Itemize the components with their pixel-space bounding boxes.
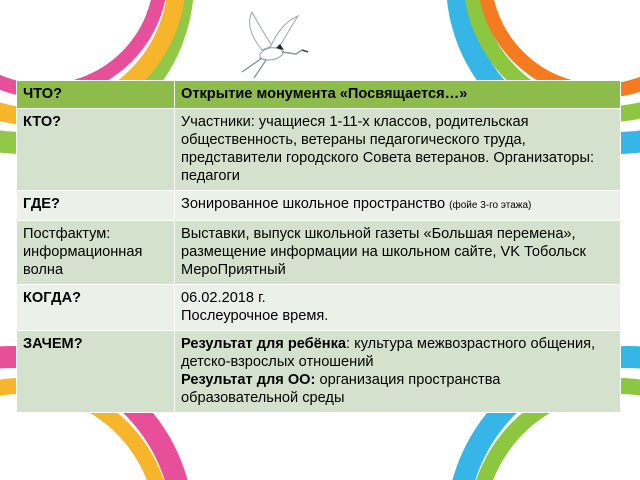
row-value bbox=[175, 81, 621, 109]
row-label bbox=[17, 191, 175, 221]
row-label bbox=[17, 331, 175, 413]
result-child-value: : культура межвозрастного общения, детско-взрослых отношений bbox=[181, 336, 596, 370]
result-org bbox=[181, 371, 614, 407]
row-value bbox=[175, 109, 621, 191]
table-row bbox=[17, 81, 621, 109]
table-row bbox=[17, 331, 621, 413]
row-value bbox=[175, 221, 621, 285]
label-why: ЗАЧЕМ? bbox=[23, 336, 83, 352]
where-note: (фойе 3-го этажа) bbox=[449, 200, 532, 211]
result-org-value: организация пространства образовательной среды bbox=[181, 372, 501, 406]
table-row bbox=[17, 191, 621, 221]
row-label bbox=[17, 285, 175, 331]
label-when: КОГДА? bbox=[23, 290, 82, 306]
value-where: Зонированное школьное пространство bbox=[181, 196, 446, 212]
label-where: ГДЕ? bbox=[23, 196, 60, 212]
table-row bbox=[17, 285, 621, 331]
row-label bbox=[17, 81, 175, 109]
white-crane-icon bbox=[232, 10, 310, 80]
result-child bbox=[181, 335, 614, 371]
table-row bbox=[17, 221, 621, 285]
label-who: КТО? bbox=[23, 114, 62, 130]
value-when-time: Послеурочное время. bbox=[181, 308, 329, 324]
row-value bbox=[175, 331, 621, 413]
value-after: Выставки, выпуск школьной газеты «Большая перемена», размещение информации на школьном сайте, VK Тобольск МероПриятный bbox=[181, 226, 586, 278]
row-label bbox=[17, 109, 175, 191]
result-org-label: Результат для ОО: bbox=[181, 372, 316, 388]
value-who: Участники: учащиеся 1-11-х классов, родительская общественность, ветераны педагогического труда, представители городского Совета ветеранов. Организаторы: педагоги bbox=[181, 114, 594, 184]
label-what: ЧТО? bbox=[23, 86, 63, 102]
row-label bbox=[17, 221, 175, 285]
result-child-label: Результат для ребёнка bbox=[181, 336, 347, 352]
label-after: Постфактум: информационная волна bbox=[23, 226, 143, 278]
row-value bbox=[175, 285, 621, 331]
row-value bbox=[175, 191, 621, 221]
value-what: Открытие монумента «Посвящается…» bbox=[181, 86, 468, 102]
value-when-date: 06.02.2018 г. bbox=[181, 290, 266, 306]
table-row bbox=[17, 109, 621, 191]
info-table bbox=[16, 80, 621, 413]
